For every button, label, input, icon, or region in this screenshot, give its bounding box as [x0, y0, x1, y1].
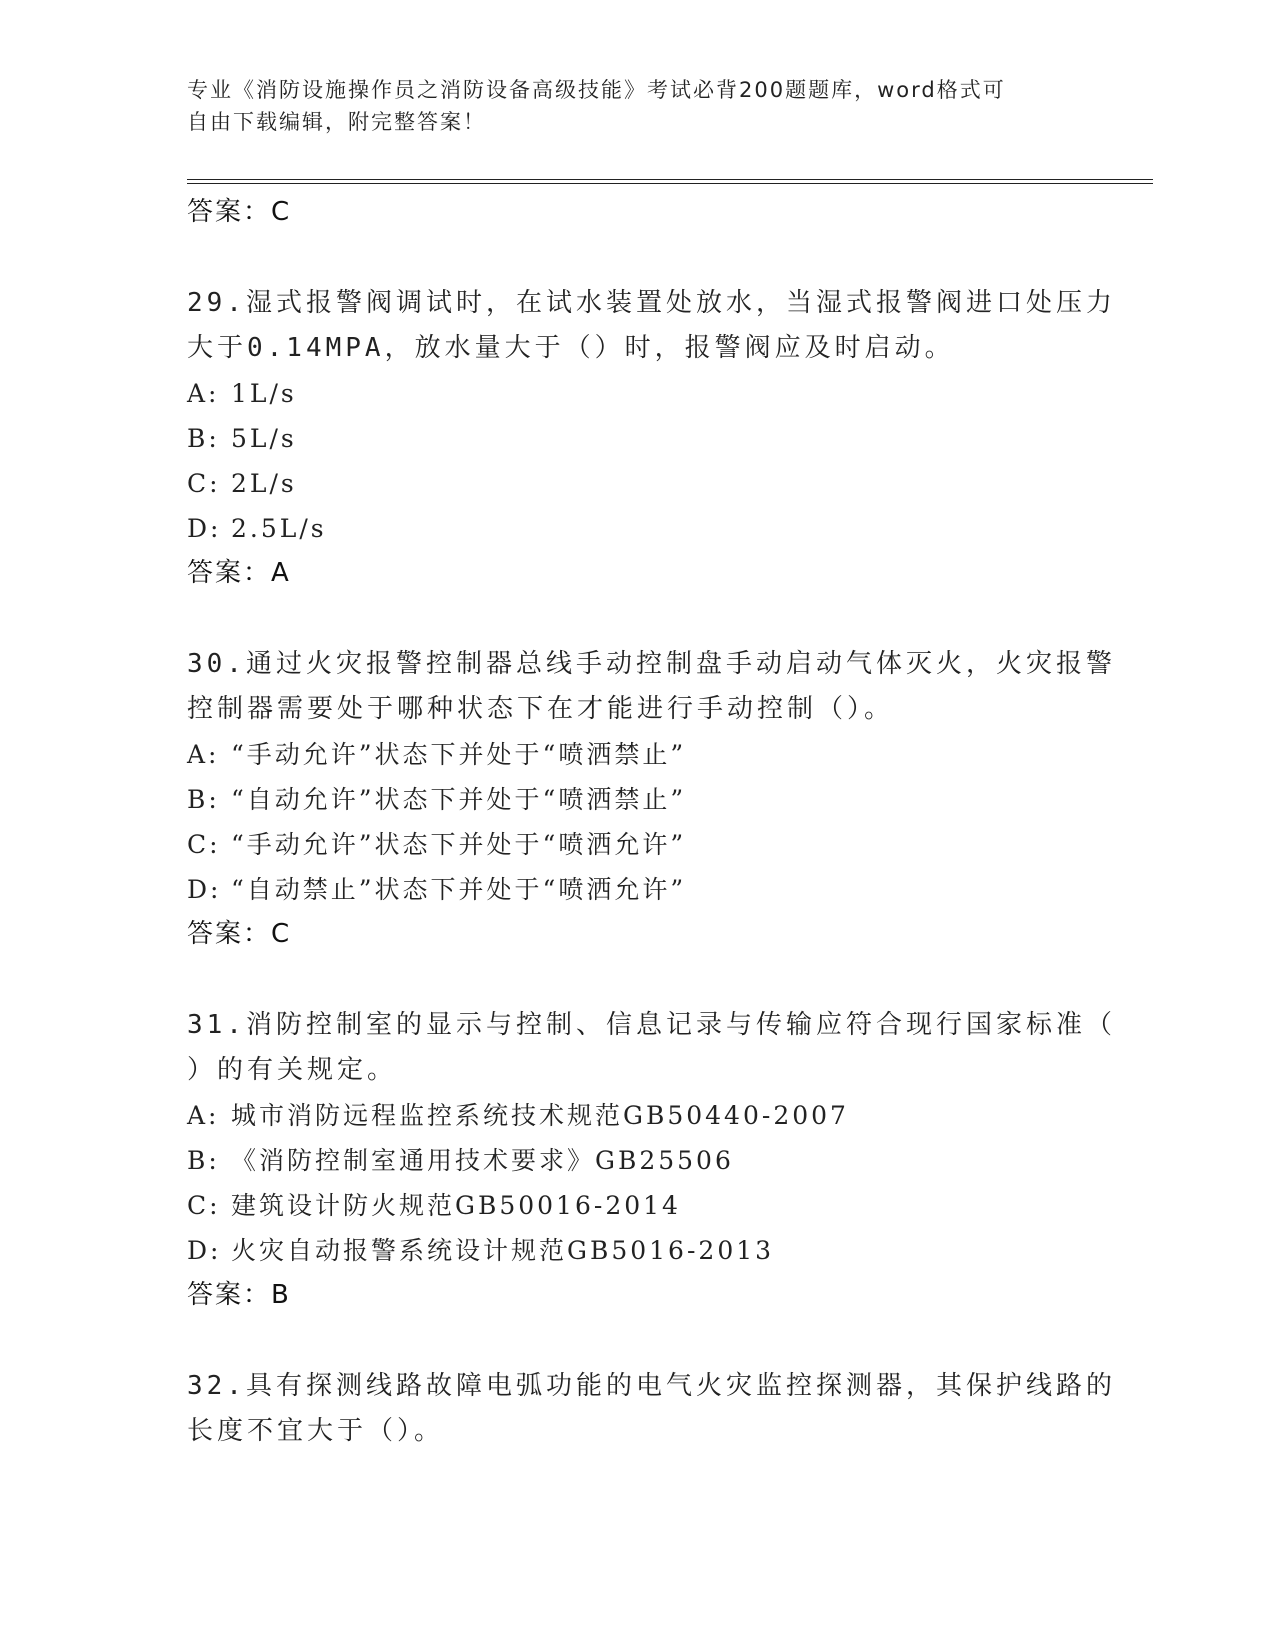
option-c: [187, 822, 1087, 867]
option-text: “自动禁止”状态下并处于“喷洒允许”: [231, 875, 687, 904]
answer-line: 答案：B: [187, 1280, 291, 1310]
answer-line: 答案：C: [187, 919, 292, 949]
question-text-line: 31.消防控制室的显示与控制、信息记录与传输应符合现行国家标准（: [187, 1010, 1116, 1040]
option-text: 火灾自动报警系统设计规范GB5016-2013: [231, 1236, 775, 1265]
option-c: [187, 461, 1087, 506]
question-30: [187, 642, 1116, 732]
question-text-line: 大于0.14MPA，放水量大于（）时，报警阀应及时启动。: [187, 333, 955, 363]
option-letter: A:: [187, 740, 220, 769]
option-text: 建筑设计防火规范GB50016-2014: [231, 1191, 681, 1220]
option-letter: D:: [187, 1236, 222, 1265]
question-text-line: 30.通过火灾报警控制器总线手动控制盘手动启动气体灭火，火灾报警: [187, 649, 1116, 679]
question-32: [187, 1364, 1116, 1454]
option-letter: A:: [187, 1101, 220, 1130]
document-body: [187, 190, 1116, 1454]
option-letter: B:: [187, 785, 220, 814]
question-text-line: 32.具有探测线路故障电弧功能的电气火灾监控探测器，其保护线路的: [187, 1371, 1116, 1401]
question-31: [187, 1003, 1116, 1093]
option-letter: C:: [187, 1191, 221, 1220]
option-b: [187, 416, 1087, 461]
option-text: 1L/s: [231, 379, 297, 408]
question-text-line: ）的有关规定。: [187, 1055, 398, 1085]
option-text: “手动允许”状态下并处于“喷洒允许”: [231, 830, 687, 859]
question-text-line: 控制器需要处于哪种状态下在才能进行手动控制（）。: [187, 694, 895, 724]
answer-line: 答案：A: [187, 558, 291, 588]
answer-line: 答案：C: [187, 197, 292, 227]
option-text: 2.5L/s: [231, 514, 327, 543]
header-line-1: 专业《消防设施操作员之消防设备高级技能》考试必背200题题库，word格式可: [187, 78, 1006, 102]
option-b: [187, 1138, 1087, 1183]
question-text-line: 29.湿式报警阀调试时，在试水装置处放水，当湿式报警阀进口处压力: [187, 288, 1116, 318]
option-text: “自动允许”状态下并处于“喷洒禁止”: [231, 785, 687, 814]
option-letter: A:: [187, 379, 220, 408]
option-letter: C:: [187, 469, 221, 498]
option-a: [187, 1093, 1087, 1138]
option-letter: B:: [187, 1146, 220, 1175]
option-d: [187, 867, 1087, 912]
option-letter: D:: [187, 875, 222, 904]
header-line-2: 自由下载编辑，附完整答案！: [187, 110, 486, 134]
option-letter: D:: [187, 514, 222, 543]
option-a: [187, 371, 1087, 416]
option-b: [187, 777, 1087, 822]
option-text: 城市消防远程监控系统技术规范GB50440-2007: [231, 1101, 849, 1130]
header-divider: [187, 179, 1153, 184]
option-c: [187, 1183, 1087, 1228]
option-text: 2L/s: [231, 469, 297, 498]
question-text-line: 长度不宜大于（）。: [187, 1416, 445, 1446]
option-text: 5L/s: [231, 424, 297, 453]
option-d: [187, 1228, 1087, 1273]
option-text: “手动允许”状态下并处于“喷洒禁止”: [231, 740, 687, 769]
option-text: 《消防控制室通用技术要求》GB25506: [231, 1146, 734, 1175]
question-29: [187, 281, 1116, 371]
page-header: [187, 74, 1067, 138]
option-letter: B:: [187, 424, 220, 453]
option-a: [187, 732, 1087, 777]
option-letter: C:: [187, 830, 221, 859]
option-d: [187, 506, 1087, 551]
